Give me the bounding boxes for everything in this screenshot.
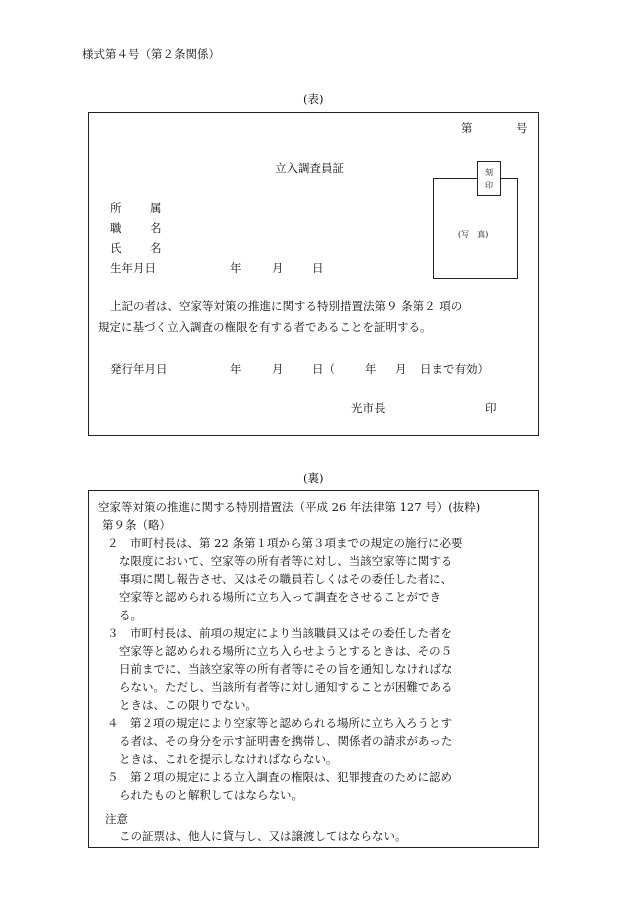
statement-line-1: 上記の者は、空家等対策の推進に関する特別措置法第９ 条第２ 項の (110, 299, 463, 313)
issue-nen: 年 (230, 362, 242, 376)
valid-tsuki: 月 (395, 362, 407, 376)
birth-tsuki: 月 (272, 261, 284, 275)
law-line: る者は、その身分を示す証明書を携帯し、関係者の請求があった (119, 734, 453, 748)
notes-text: この証票は、他人に貸与し、又は譲渡してはならない。 (119, 829, 407, 843)
field-shozoku-2: 属 (150, 201, 162, 215)
front-card (88, 112, 539, 436)
birth-nen: 年 (230, 261, 242, 275)
valid-nen: 年 (365, 362, 377, 376)
issue-tsuki: 月 (272, 362, 284, 376)
card-number-dai: 第 (461, 121, 473, 135)
law-line: 空家等と認められる場所に立ち入って調査をさせることができ (119, 590, 441, 604)
law-line: ときは、これを提示しなければならない。 (119, 752, 338, 766)
law-line: 第９条（略） (102, 518, 171, 532)
form-title: 様式第４号（第２条関係） (82, 47, 220, 61)
field-shimei-2: 名 (150, 241, 162, 255)
law-line: らない。ただし、当該所有者等に対し通知することが困難である (119, 680, 453, 694)
issue-date-label: 発行年月日 (110, 362, 168, 376)
photo-label: (写 真) (458, 230, 489, 239)
birthdate-label: 生年月日 (110, 261, 156, 275)
field-shokumei-1: 職 (110, 221, 122, 235)
issuer-seal: 印 (485, 401, 497, 415)
statement-line-2: 規定に基づく立入調査の権限を有する者であることを証明する。 (98, 320, 432, 334)
law-line: ２ 市町村長は、第 22 条第１項から第３項までの規定の施行に必要 (107, 536, 463, 550)
law-line: る。 (119, 608, 142, 622)
seal-char-2: 印 (485, 181, 493, 190)
law-line: 日前までに、当該空家等の所有者等にその旨を通知しなければな (119, 662, 453, 676)
law-line: られたものと解釈してはならない。 (119, 788, 303, 802)
seal-box (477, 161, 501, 196)
seal-char-1: 刻 (485, 168, 493, 177)
valid-until: 日まで有効） (420, 362, 489, 376)
issue-hi: 日（ (312, 362, 335, 376)
law-line: ５ 第２項の規定による立入調査の権限は、犯罪捜査のために認め (107, 770, 452, 784)
law-line: な限度において、空家等の所有者等に対し、当該空家等に関する (119, 554, 453, 568)
card-title: 立入調査員証 (275, 161, 344, 175)
field-shimei-1: 氏 (110, 241, 122, 255)
birth-hi: 日 (312, 261, 324, 275)
law-line: ４ 第２項の規定により空家等と認められる場所に立ち入ろうとす (107, 716, 452, 730)
front-heading: (表) (303, 92, 324, 106)
issuer-name: 光市長 (351, 401, 386, 415)
law-line: 空家等と認められる場所に立ち入らせようとするときは、その５ (119, 644, 453, 658)
field-shozoku-1: 所 (110, 201, 122, 215)
notes-title: 注意 (105, 812, 128, 826)
card-number-go: 号 (516, 121, 528, 135)
back-heading: (裏) (303, 471, 324, 485)
law-line: ３ 市町村長は、前項の規定により当該職員又はその委任した者を (107, 626, 452, 640)
field-shokumei-2: 名 (150, 221, 162, 235)
law-title-line: 空家等対策の推進に関する特別措置法（平成 26 年法律第 127 号）(抜粋) (98, 500, 481, 514)
law-line: ときは、この限りでない。 (119, 698, 257, 712)
photo-frame (433, 178, 518, 279)
law-line: 事項に関し報告させ、又はその職員若しくはその委任した者に、 (119, 572, 453, 586)
back-card (88, 490, 539, 848)
